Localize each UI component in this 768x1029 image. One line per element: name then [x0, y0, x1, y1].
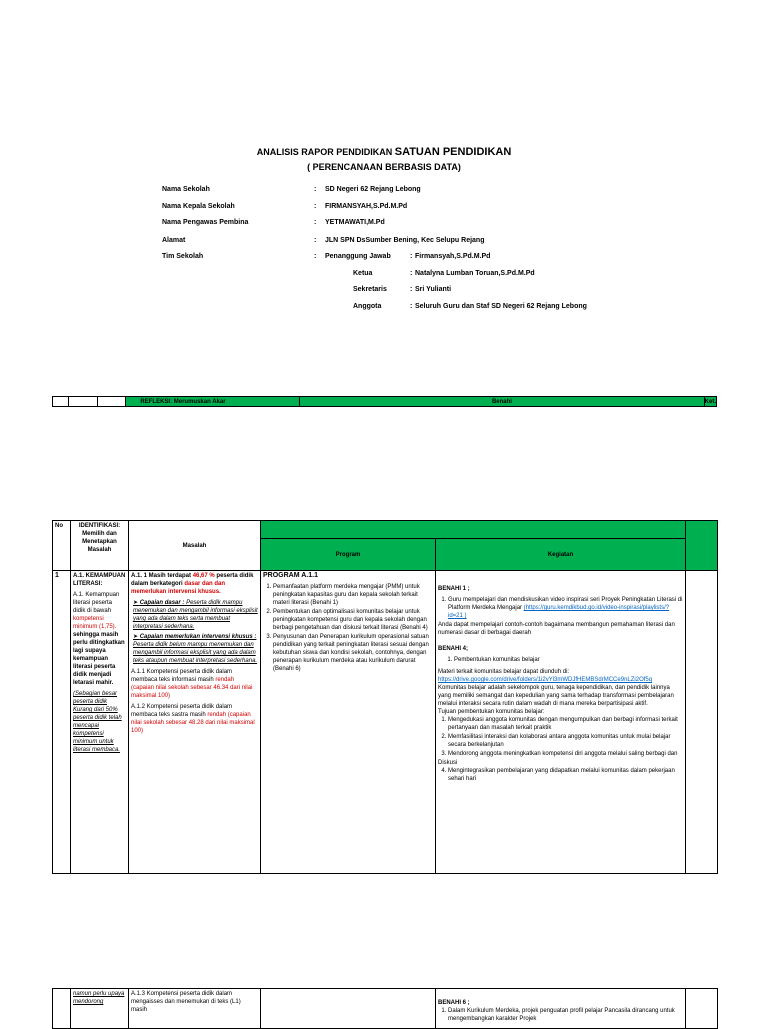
- mas-li2: Peserta didik belum mampu menemukan dan mengambil informasi eksplisit yang ada dalam teks ataupun membuat interpretasi sederhana.: [133, 642, 258, 664]
- benahi-1-title: BENAHI 1 ;: [438, 586, 470, 592]
- program-cell: [261, 571, 436, 874]
- team-label: Sekretaris: [353, 286, 387, 293]
- info-label: Alamat: [162, 237, 186, 244]
- info-colon: :: [314, 237, 317, 244]
- info-label: Nama Pengawas Pembina: [162, 219, 249, 226]
- info-row-address: [0, 237, 768, 247]
- info-value: SD Negeri 62 Rejang Lebong: [325, 186, 421, 193]
- header-program: Program: [261, 539, 436, 571]
- table-row: [53, 571, 718, 874]
- team-colon: :: [410, 270, 413, 277]
- goal-item: 1. Mengedukasi anggota komunitas dengan mengumpulkan dan berbagi informasi terkait pertanyaan dan masalah terkait praktik: [448, 716, 683, 732]
- program-title: PROGRAM A.1.1: [263, 572, 318, 579]
- identifikasi-cell: namun perlu upaya mendorong: [71, 989, 129, 1029]
- mas-li2-title: Capaian memerlukan intervensi khusus :: [139, 634, 257, 640]
- info-label: Tim Sekolah: [162, 253, 204, 260]
- identifikasi-cell: [71, 571, 129, 874]
- bar-benahi: Benahi: [300, 397, 704, 406]
- team-value: Sri Yulianti: [415, 286, 452, 293]
- benahi-1-link[interactable]: (https://guru.kemdikbud.go.id/video-inspirasi/playlists/?id=21 ): [448, 605, 670, 619]
- team-label: Anggota: [353, 303, 382, 310]
- bar-cell: [53, 397, 69, 406]
- ket-cell: [686, 571, 718, 874]
- benahi-1-item: Guru mempelajari dan mendiskusikan video inspirasi seri Proyek Peningkatan Literasi di Platform Merdeka Mengajar: [448, 597, 683, 611]
- mas-p2-red: rendah (capaian nilai sekolah sebesar 46.34 dari nilai maksimal 100): [131, 677, 253, 699]
- masalah-cell: A.1.3 Kompetensi peserta didik dalam mengaisses dan menemukan di teks (L1) masih: [129, 989, 261, 1029]
- mas-red: dasar dan dan memerlukan intervensi khusus.: [131, 581, 226, 595]
- ident-note: (Sebagian besar peserta didik Kurang dari 50% peserta didik telah mencapai kompetensi minimum untuk literasi membaca.: [73, 691, 122, 753]
- info-row-principal: [0, 203, 768, 213]
- title-big: SATUAN PENDIDIKAN: [394, 146, 512, 158]
- team-row-sekretaris: [0, 286, 768, 296]
- program-item: 3. Penyusunan dan Penerapan kurikulum operasional satuan pendidikan yang terkait peningkatan literasi sesuai dengan kebutuhan siswa dan kondisi sekolah, contohnya, dengan penerapan kurikulum merdeka atau kurikulum darurat (Benahi 6): [273, 633, 433, 673]
- info-colon: :: [314, 219, 317, 226]
- bar-cell: [69, 397, 98, 406]
- benahi-4-desc: Komunitas belajar adalah sekelompok guru, tenaga kependidikan, dan pendidik lainnya yang memiliki semangat dan kepedulian yang sama terhadap transformasi pembelajaran melalui interaksi secara rutin dalam wadah di mana mereka berpartisipasi aktif.: [438, 685, 674, 707]
- arrow-icon: ➤: [133, 634, 139, 640]
- program-cell: [261, 989, 436, 1029]
- info-colon: :: [314, 203, 317, 210]
- header-kegiatan: Kegiatan: [436, 539, 686, 571]
- info-value: Penanggung Jawab: [325, 253, 391, 260]
- ident-bold: sehingga masih perlu ditingkatkan lagi supaya kemampuan literasi peserta didik menjadi letarasi mahir.: [73, 632, 125, 686]
- info-label: Nama Sekolah: [162, 186, 210, 193]
- team-row-ketua: [0, 270, 768, 280]
- mas-p2: A.1.1 Kompetensi peserta didik dalam membaca teks informasi masih: [131, 669, 233, 683]
- bar-refleksi: REFLEKSI: Merumuskan Akar: [126, 397, 300, 406]
- table-row: [53, 989, 718, 1029]
- mas-text: peserta didik dalam berkategori: [131, 573, 254, 587]
- row-number: 1: [53, 571, 71, 874]
- header-identifikasi: IDENTIFIKASI: Memilih dan Menetapkan Masalah: [71, 521, 129, 571]
- info-colon: :: [314, 253, 317, 260]
- mas-li1: Peserta didik mampu menemukan dan mengambil informasi eksplisit yang ada dalam teks serta membuat interpretasi sederhana.: [133, 600, 258, 630]
- team-value: Seluruh Guru dan Staf SD Negeri 62 Rejang Lebong: [415, 303, 587, 310]
- program-item: 1. Pemanfaatan platform merdeka mengajar (PMM) untuk peningkatan kapasitas guru dan kepala sekolah terkait materi literasi (Benahi 1): [273, 583, 433, 607]
- benahi-4-diskusi: Diskusi: [438, 760, 458, 766]
- header-masalah: Masalah: [129, 521, 261, 571]
- mas-text: A.1. 1 Masih terdapat: [131, 573, 192, 579]
- masalah-cell: [129, 571, 261, 874]
- team-label: Ketua: [353, 270, 373, 277]
- section-header-bar: [52, 396, 717, 407]
- ident-title: A.1. KEMAMPUAN LITERASI:: [73, 573, 126, 587]
- arrow-icon: ➤: [133, 600, 139, 606]
- document-subtitle: ( PERENCANAAN BERBASIS DATA): [307, 162, 461, 172]
- benahi-4-link[interactable]: https://drive.google.com/drive/folders/1i2vYl3mWDJfHEMBSdrMCCe9nLZi2Of5q: [438, 677, 653, 683]
- team-value: Firmansyah,S.Pd.M.Pd: [415, 253, 491, 260]
- header-no: No: [53, 521, 71, 571]
- analysis-table: [52, 520, 718, 874]
- benahi-4-title: BENAHI 4;: [438, 646, 469, 652]
- row-number: [53, 989, 71, 1029]
- info-row-supervisor: [0, 219, 768, 229]
- program-item: 2. Pembentukan dan optimalisasi komunitas belajar untuk peningkatan kompetensi guru dan kepala sekolah dengan berbagi pengetahuan dan diskusi terkait literasi (Benahi 4): [273, 608, 433, 632]
- benahi-6-item: 1. Dalam Kurikulum Merdeka, projek penguatan profil pelajar Pancasila dirancang untuk mengembangkan karakter Projek: [448, 1007, 683, 1023]
- kegiatan-cell: [436, 571, 686, 874]
- ident-text: A.1. Kemampuan literasi peserta didik di bawah: [73, 592, 120, 614]
- team-value: Natalyna Lumban Toruan,S.Pd.M.Pd: [415, 270, 535, 277]
- goal-item: 3. Mendorong anggota meningkatkan kompetensi diri anggota melalui saling berbagi dan: [448, 750, 683, 758]
- mas-p3: A.1.2 Kompetensi peserta didik dalam membaca teks sastra masih: [131, 704, 233, 718]
- info-row-team: [0, 253, 768, 263]
- ident-red: kompetensi minimum (1,75).: [73, 616, 117, 630]
- info-value: JLN SPN DsSumber Bening, Kec Selupu Rejang: [325, 237, 485, 244]
- team-colon: :: [410, 286, 413, 293]
- header-green-top: [261, 521, 686, 539]
- document-title: [0, 146, 768, 158]
- title-small: ANALISIS RAPOR PENDIDIKAN: [256, 147, 393, 157]
- info-row-school: [0, 186, 768, 196]
- info-colon: :: [314, 186, 317, 193]
- mas-pct: 46,67 %: [192, 573, 215, 579]
- benahi-4-goals-title: Tujuan pembentukan komunitas belajar:: [438, 709, 545, 715]
- info-label: Nama Kepala Sekolah: [162, 203, 235, 210]
- team-row-anggota: [0, 303, 768, 313]
- info-value: YETMAWATI,M.Pd: [325, 219, 385, 226]
- bar-ket: Ket.: [704, 398, 716, 405]
- mas-li1-title: Capaian dasar :: [139, 600, 185, 606]
- benahi-1-text: Anda dapat mempelajari contoh-contoh bagaimana membangun pemahaman literasi dan numerasi dasar di berbagai daerah: [438, 622, 675, 636]
- kegiatan-cell: [436, 989, 686, 1029]
- benahi-4-text: Materi terkait komunitas belajar dapat diunduh di:: [438, 669, 570, 675]
- team-colon: :: [410, 253, 413, 260]
- analysis-table-continued: [52, 988, 718, 1029]
- mas-p3-red: rendah (capaian nilai sekolah sebesar 48.28 dari nilai maksimal 100): [131, 712, 255, 734]
- goal-item: 4. Mengintegrasikan pembelajaran yang didapatkan melalui komunitas dalam pekerjaan sehari hari: [448, 767, 683, 783]
- info-value: FIRMANSYAH,S.Pd.M.Pd: [325, 203, 408, 210]
- benahi-4-item: 1. Pembentukan komunitas belajar: [454, 656, 683, 664]
- bar-cell: [98, 397, 127, 406]
- goal-item: 2. Memfasilitasi interaksi dan kolaborasi antara anggota komunitas untuk mulai belajar secara berkelanjutan: [448, 733, 683, 749]
- benahi-6-title: BENAHI 6 ;: [438, 1000, 470, 1006]
- team-colon: :: [410, 303, 413, 310]
- ket-cell: [686, 989, 718, 1029]
- header-ket: [686, 521, 718, 571]
